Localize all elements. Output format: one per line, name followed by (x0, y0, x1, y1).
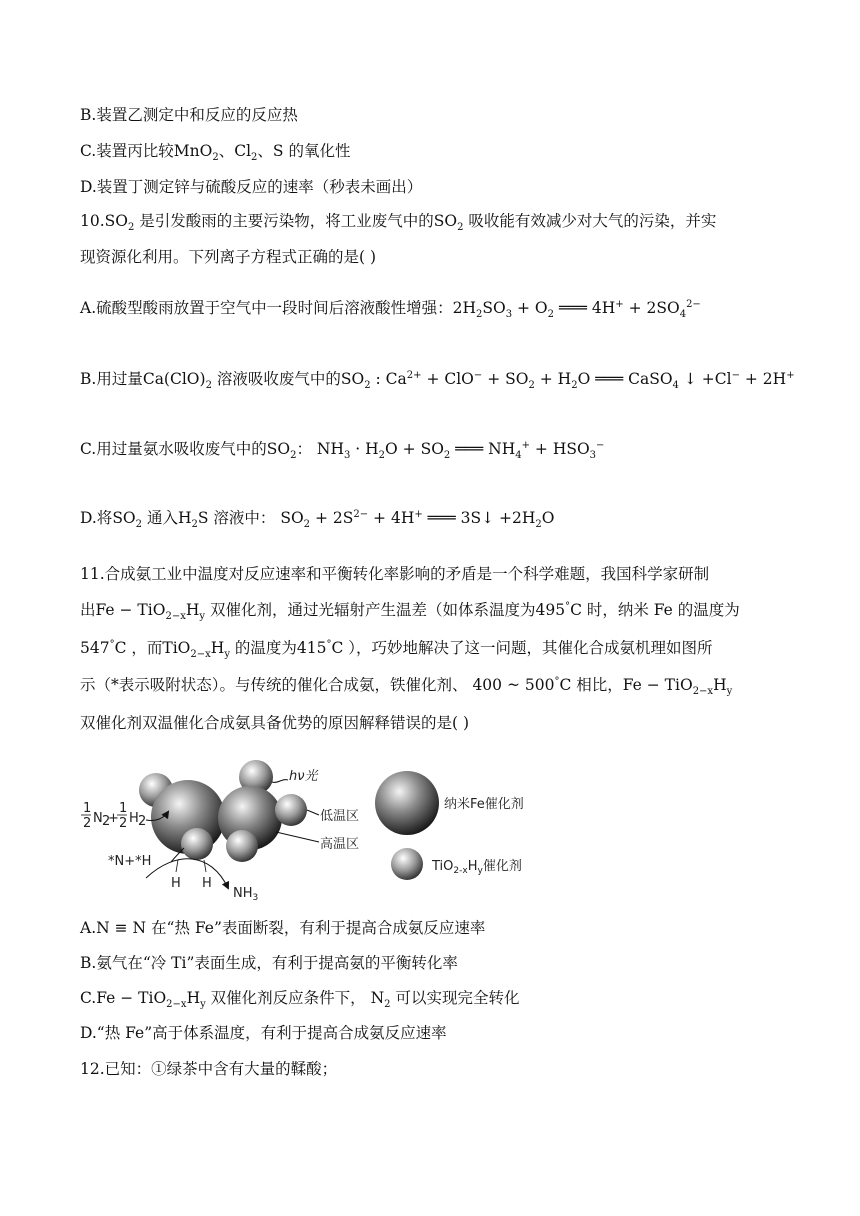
text-span: : Ca (370, 370, 407, 388)
superscript: 2− (686, 298, 701, 310)
low-temp-leader (307, 810, 319, 815)
subscript: 3 (505, 309, 513, 321)
superscript: ° (554, 675, 560, 687)
text-span: 可以实现完全转化 (390, 989, 520, 1007)
text-span: + SO (482, 370, 529, 388)
text-span: 通入 (142, 509, 178, 527)
text-span: + 2H (739, 370, 787, 388)
text-span: ═══ 4H (554, 299, 616, 317)
text-span: C.装置丙比较 (80, 142, 174, 160)
superscript: + (615, 298, 624, 310)
adsorbed-label: *N+*H (108, 854, 152, 869)
subscript: 2 (378, 450, 386, 462)
svg-text:H: H (129, 811, 139, 826)
ti-sphere (275, 794, 307, 826)
text-span: B.用过量 (80, 370, 143, 388)
subscript: 2−x (166, 999, 187, 1011)
subscript: 3 (343, 450, 351, 462)
subscript: y (199, 611, 206, 623)
text-span: 547 (80, 639, 110, 657)
hv-leader (272, 780, 288, 783)
text-span: A.硫酸型酸雨放置于空气中一段时间后溶液酸性增强： (80, 299, 453, 317)
svg-text:2: 2 (138, 814, 147, 829)
text-span: · H (350, 440, 379, 458)
svg-text:2: 2 (83, 816, 92, 831)
subscript: 2 (384, 999, 391, 1011)
text-span: 溶液吸收废气中的 (211, 370, 341, 388)
subscript: y (200, 999, 206, 1011)
subscript: 2 (303, 519, 311, 531)
text-span: 出 (80, 601, 96, 619)
text-line-l7 (80, 368, 795, 390)
text-span: O + SO (385, 440, 444, 458)
superscript: ° (326, 638, 332, 650)
text-span: SO (112, 509, 136, 527)
text-span: O (541, 509, 555, 527)
text-span: 双催化剂反应条件下， (205, 989, 371, 1007)
text-span: H (185, 601, 200, 619)
text-span: 的温度为 (229, 639, 297, 657)
text-span: C 相比， (559, 676, 623, 694)
text-line-l3 (80, 176, 422, 198)
text-span: ↓ +Cl (678, 370, 732, 388)
text-span: SO (104, 212, 128, 230)
subscript: 3 (589, 450, 597, 462)
text-line-l2 (80, 140, 350, 162)
subscript: 2 (547, 309, 555, 321)
text-span: + 2S (310, 509, 354, 527)
text-span: C 时，纳米 Fe 的温度为 (570, 601, 740, 619)
text-span: B.装置乙测定中和反应的反应热 (80, 106, 298, 124)
text-line-l19 (80, 1058, 337, 1080)
text-span: SO (433, 212, 458, 230)
text-span: H (713, 676, 727, 694)
hv-label: hν光 (289, 769, 318, 784)
text-span: 示（*表示吸附状态）。与传统的催化合成氨，铁催化剂、 (80, 676, 473, 694)
text-span: ═══ 3S↓ +2H (422, 509, 536, 527)
text-span: SO (482, 299, 506, 317)
superscript: − (596, 439, 605, 451)
text-span: Fe − TiO (622, 676, 693, 694)
text-span: 10. (80, 212, 105, 230)
text-span: 在“热 Fe”表面断裂，有利于提高合成氨反应速率 (146, 919, 486, 937)
reactant-equation (81, 801, 146, 831)
product-label: $NH_3$ (233, 886, 259, 903)
subscript: 4 (672, 380, 679, 392)
text-span: 双催化剂双温催化合成氨具备优势的原因解释错误的是( ) (80, 714, 470, 732)
subscript: y (726, 686, 733, 698)
superscript: − (473, 369, 483, 381)
text-span: SO (266, 440, 291, 458)
subscript: 4 (515, 450, 522, 462)
subscript: 2 (191, 519, 198, 531)
text-span: N (370, 989, 385, 1007)
text-span: D.将 (80, 509, 113, 527)
high-temp-label: 高温区 (320, 837, 360, 852)
text-span: ： NH (296, 440, 344, 458)
text-span: C. (80, 989, 97, 1007)
text-span: H (210, 639, 225, 657)
subscript: 2−x (692, 686, 714, 698)
catalyst-mechanism-figure (76, 760, 556, 910)
text-line-l6 (80, 297, 701, 319)
subscript: 2 (364, 380, 371, 392)
svg-text:1: 1 (83, 801, 92, 816)
subscript: 2 (135, 519, 143, 531)
text-span: MnO (173, 142, 213, 160)
svg-text:N: N (93, 811, 103, 826)
text-span: 吸收能有效减少对大气的污染，并实 (463, 212, 717, 230)
text-span: C ），巧妙地解决了这一问题，其催化合成氨机理如图所 (331, 639, 713, 657)
text-span: TiO (162, 639, 191, 657)
legend-fe-label: 纳米Fe催化剂 (444, 797, 524, 812)
text-line-l14 (80, 712, 469, 734)
superscript: ° (109, 638, 115, 650)
svg-text:1: 1 (119, 801, 128, 816)
text-line-l16 (80, 952, 458, 974)
superscript: ° (565, 600, 571, 612)
ti-sphere (181, 828, 213, 860)
subscript: 2 (443, 450, 451, 462)
text-span: H (186, 989, 201, 1007)
text-span: Cl (234, 142, 252, 160)
text-span: B.氨气在“冷 Ti”表面生成，有利于提高氨的平衡转化率 (80, 954, 458, 972)
text-span: C ，而 (114, 639, 163, 657)
legend-fe-sphere (375, 771, 439, 835)
text-span: + 4H (368, 509, 415, 527)
subscript: 2 (457, 222, 464, 234)
text-span: + HSO (529, 440, 590, 458)
text-span: O ═══ CaSO (577, 370, 673, 388)
h-right-label: H (202, 876, 212, 891)
subscript: 2 (476, 309, 483, 321)
text-span: D.装置丁测定锌与硫酸反应的速率（秒表未画出） (80, 178, 423, 196)
text-span: 双催化剂，通过光辐射产生温差（如体系温度为 (205, 601, 536, 619)
text-span: + ClO (421, 370, 474, 388)
text-line-l1 (80, 104, 298, 126)
legend-ti-label: $TiO_{2-x}H_y$催化剂 (432, 859, 522, 876)
svg-text:+: + (108, 811, 119, 826)
text-span: 11.合成氨工业中温度对反应速率和平衡转化率影响的矛盾是一个科学难题，我国科学家研制 (80, 565, 710, 583)
subscript: 2 (212, 152, 219, 164)
low-temp-label: 低温区 (320, 809, 360, 824)
text-line-l8 (80, 438, 604, 460)
text-span: ═══ NH (450, 440, 516, 458)
text-span: 12.已知：①绿茶中含有大量的鞣酸； (80, 1060, 338, 1078)
text-line-l11 (80, 599, 740, 621)
text-line-l12 (80, 637, 713, 659)
subscript: 2 (571, 380, 578, 392)
text-span: A. (80, 919, 97, 937)
superscript: + (414, 508, 423, 520)
subscript: 2−x (165, 611, 186, 623)
text-line-l18 (80, 1022, 447, 1044)
text-line-l5 (80, 246, 376, 268)
text-line-l10 (80, 563, 709, 585)
text-span: S 溶液中： SO (197, 509, 304, 527)
text-span: SO (340, 370, 365, 388)
product-arrow (146, 859, 228, 888)
superscript: 2− (353, 508, 369, 520)
text-span: 400 ~ 500 (472, 676, 555, 694)
text-line-l9 (80, 507, 554, 529)
text-span: + 2SO (623, 299, 680, 317)
text-span: 现资源化利用。下列离子方程式正确的是( ) (80, 248, 377, 266)
h-left-label: H (171, 876, 181, 891)
superscript: − (731, 369, 740, 381)
text-span: 415 (296, 639, 327, 657)
text-span: 是引发酸雨的主要污染物，将工业废气中的 (134, 212, 434, 230)
text-span: 、 (218, 142, 235, 160)
text-span: N ≡ N (96, 919, 147, 937)
ti-sphere (226, 830, 258, 862)
text-line-l17 (80, 987, 519, 1009)
text-line-l13 (80, 674, 732, 696)
subscript: 4 (679, 309, 687, 321)
superscript: + (786, 369, 795, 381)
superscript: 2+ (406, 369, 422, 381)
text-span: C.用过量氨水吸收废气中的 (80, 440, 267, 458)
high-temp-leader (276, 832, 319, 842)
text-span: + O (512, 299, 548, 317)
subscript: 2 (205, 380, 212, 392)
text-span: D.“热 Fe”高于体系温度，有利于提高合成氨反应速率 (80, 1024, 447, 1042)
subscript: 2 (251, 152, 258, 164)
text-span: H (177, 509, 192, 527)
text-line-l15 (80, 917, 485, 939)
subscript: y (224, 649, 230, 661)
text-span: Ca(ClO) (142, 370, 206, 388)
subscript: 2 (535, 519, 542, 531)
text-span: 495 (535, 601, 566, 619)
svg-text:2: 2 (102, 814, 111, 829)
svg-text:2: 2 (119, 816, 128, 831)
text-span: 、S 的氧化性 (257, 142, 351, 160)
subscript: 2 (528, 380, 535, 392)
subscript: 2−x (190, 649, 211, 661)
text-span: Fe − TiO (96, 989, 167, 1007)
subscript: 2 (290, 450, 297, 462)
text-span: + H (534, 370, 572, 388)
text-span: 2H (452, 299, 477, 317)
superscript: + (521, 439, 530, 451)
legend-ti-sphere (391, 848, 423, 880)
text-line-l4 (80, 210, 716, 232)
subscript: 2 (127, 222, 135, 234)
text-span: Fe − TiO (95, 601, 166, 619)
